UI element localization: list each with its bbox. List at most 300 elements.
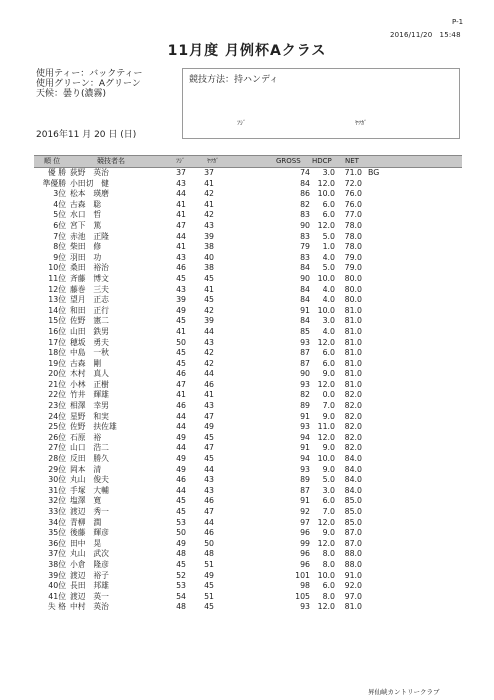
cell-fuji: 49 xyxy=(176,538,186,548)
cell-yatsu: 44 xyxy=(204,464,214,474)
cell-rank: 40位 xyxy=(48,581,66,591)
cell-hdcp: 3.0 xyxy=(322,168,335,177)
cell-hdcp: 12.0 xyxy=(317,220,335,230)
cell-gross: 79 xyxy=(300,242,310,252)
cell-name: 渡辺 秀一 xyxy=(70,507,109,516)
cell-net: 77.0 xyxy=(344,210,362,220)
cell-name: 岡本 清 xyxy=(70,464,102,474)
cell-name: 後藤 輝彦 xyxy=(70,528,109,538)
table-row xyxy=(34,179,462,190)
course-fuji-label: ﾌｼﾞ xyxy=(237,120,247,127)
cell-gross: 89 xyxy=(300,401,310,411)
cell-rank: 10位 xyxy=(48,263,66,273)
cell-net: 79.0 xyxy=(344,263,362,273)
cell-hdcp: 9.0 xyxy=(322,464,335,474)
cell-name: 木村 真人 xyxy=(70,369,109,379)
cell-gross: 94 xyxy=(300,454,310,464)
cell-yatsu: 40 xyxy=(204,252,214,262)
cell-name: 佐野 扶佐雄 xyxy=(70,422,117,432)
cell-net: 84.0 xyxy=(344,475,362,485)
cell-hdcp: 11.0 xyxy=(317,422,335,432)
green-condition: 使用グリーン：Aグリーン xyxy=(36,79,141,89)
table-row xyxy=(34,433,462,444)
table-row xyxy=(34,168,462,179)
cell-rank: 15位 xyxy=(48,316,66,326)
cell-gross: 83 xyxy=(300,231,310,241)
cell-fuji: 43 xyxy=(176,284,186,294)
cell-gross: 93 xyxy=(300,379,310,389)
cell-gross: 93 xyxy=(300,422,310,432)
cell-fuji: 44 xyxy=(176,189,186,199)
cell-name: 竹井 輝雄 xyxy=(70,390,109,400)
cell-net: 81.0 xyxy=(344,602,362,612)
cell-name: 山田 鉄男 xyxy=(70,326,109,336)
table-row xyxy=(34,274,462,285)
cell-net: 81.0 xyxy=(344,337,362,347)
cell-rank: 24位 xyxy=(48,411,66,421)
cell-rank: 21位 xyxy=(48,379,66,389)
competition-method: 競技方法：持ハンディ xyxy=(189,75,279,85)
table-row xyxy=(34,401,462,412)
table-row xyxy=(34,338,462,349)
cell-yatsu: 49 xyxy=(204,422,214,432)
cell-fuji: 46 xyxy=(176,263,186,273)
cell-gross: 98 xyxy=(300,581,310,591)
results-table-header xyxy=(34,155,462,168)
cell-hdcp: 12.0 xyxy=(317,178,335,188)
cell-fuji: 44 xyxy=(176,443,186,453)
cell-yatsu: 38 xyxy=(204,242,214,252)
cell-hdcp: 12.0 xyxy=(317,337,335,347)
table-row xyxy=(34,232,462,243)
cell-gross: 96 xyxy=(300,549,310,559)
cell-name: 桑田 裕治 xyxy=(70,263,109,273)
cell-net: 76.0 xyxy=(344,189,362,199)
cell-yatsu: 45 xyxy=(204,602,214,612)
cell-rank: 11位 xyxy=(48,273,66,283)
results-table-body xyxy=(34,168,462,613)
cell-rank: 39位 xyxy=(48,570,66,580)
cell-fuji: 53 xyxy=(176,581,186,591)
cell-hdcp: 10.0 xyxy=(317,570,335,580)
cell-net: 81.0 xyxy=(344,348,362,358)
cell-yatsu: 42 xyxy=(204,305,214,315)
cell-fuji: 48 xyxy=(176,602,186,612)
table-row xyxy=(34,327,462,338)
cell-fuji: 41 xyxy=(176,242,186,252)
cell-net: 82.0 xyxy=(344,432,362,442)
weather-condition: 天候：曇り(濃霧) xyxy=(36,89,107,99)
cell-name: 青柳 潤 xyxy=(70,517,102,527)
cell-gross: 90 xyxy=(300,220,310,230)
cell-rank: 13位 xyxy=(48,295,66,305)
cell-gross: 93 xyxy=(300,602,310,612)
cell-gross: 82 xyxy=(300,199,310,209)
cell-hdcp: 10.0 xyxy=(317,189,335,199)
cell-yatsu: 46 xyxy=(204,528,214,538)
cell-yatsu: 48 xyxy=(204,549,214,559)
cell-hdcp: 5.0 xyxy=(322,263,335,273)
cell-gross: 99 xyxy=(300,538,310,548)
header-fuji: ﾌｼﾞ xyxy=(176,158,186,165)
cell-net: 81.0 xyxy=(344,358,362,368)
cell-fuji: 41 xyxy=(176,326,186,336)
cell-yatsu: 43 xyxy=(204,337,214,347)
cell-yatsu: 39 xyxy=(204,316,214,326)
cell-net: 80.0 xyxy=(344,295,362,305)
cell-gross: 90 xyxy=(300,273,310,283)
cell-net: 92.0 xyxy=(344,581,362,591)
cell-hdcp: 9.0 xyxy=(322,528,335,538)
cell-yatsu: 47 xyxy=(204,411,214,421)
cell-net: 82.0 xyxy=(344,443,362,453)
cell-net: 82.0 xyxy=(344,422,362,432)
cell-name: 宮下 篤 xyxy=(70,220,102,230)
cell-rank: 19位 xyxy=(48,358,66,368)
cell-yatsu: 42 xyxy=(204,358,214,368)
cell-gross: 93 xyxy=(300,464,310,474)
cell-rank: 12位 xyxy=(48,284,66,294)
table-row xyxy=(34,443,462,454)
cell-rank: 18位 xyxy=(48,348,66,358)
cell-gross: 82 xyxy=(300,390,310,400)
cell-hdcp: 6.0 xyxy=(322,210,335,220)
cell-fuji: 43 xyxy=(176,178,186,188)
cell-fuji: 43 xyxy=(176,252,186,262)
cell-yatsu: 49 xyxy=(204,570,214,580)
cell-gross: 96 xyxy=(300,528,310,538)
cell-yatsu: 38 xyxy=(204,263,214,273)
cell-hdcp: 10.0 xyxy=(317,273,335,283)
cell-net: 87.0 xyxy=(344,528,362,538)
table-row xyxy=(34,592,462,603)
cell-net: 85.0 xyxy=(344,517,362,527)
cell-rank: 26位 xyxy=(48,432,66,442)
cell-fuji: 47 xyxy=(176,220,186,230)
cell-yatsu: 37 xyxy=(204,168,214,177)
course-yatsuga-label: ﾔﾂｶﾞ xyxy=(355,120,368,127)
print-timestamp: 2016/11/20 15:48 xyxy=(390,31,461,39)
cell-rank: 16位 xyxy=(48,326,66,336)
cell-fuji: 41 xyxy=(176,210,186,220)
cell-gross: 84 xyxy=(300,263,310,273)
cell-net: 87.0 xyxy=(344,538,362,548)
cell-yatsu: 41 xyxy=(204,199,214,209)
table-row xyxy=(34,571,462,582)
cell-net: 82.0 xyxy=(344,411,362,421)
cell-net: 81.0 xyxy=(344,305,362,315)
table-row xyxy=(34,316,462,327)
cell-gross: 89 xyxy=(300,475,310,485)
cell-gross: 84 xyxy=(300,178,310,188)
cell-rank: 41位 xyxy=(48,591,66,601)
cell-rank: 優 勝 xyxy=(47,168,66,177)
table-row xyxy=(34,560,462,571)
cell-rank: 5位 xyxy=(53,210,66,220)
table-row xyxy=(34,422,462,433)
cell-rank: 36位 xyxy=(48,538,66,548)
cell-yatsu: 45 xyxy=(204,273,214,283)
header-net: NET xyxy=(345,157,359,165)
cell-gross: 94 xyxy=(300,432,310,442)
cell-fuji: 41 xyxy=(176,390,186,400)
cell-name: 中村 英治 xyxy=(70,602,109,612)
cell-rank: 34位 xyxy=(48,517,66,527)
cell-name: 和田 正行 xyxy=(70,305,109,315)
event-date: 2016年11 月 20 日 (日) xyxy=(36,130,137,140)
cell-net: 97.0 xyxy=(344,591,362,601)
cell-name: 丸山 武次 xyxy=(70,549,109,559)
cell-rank: 17位 xyxy=(48,337,66,347)
cell-yatsu: 39 xyxy=(204,231,214,241)
cell-rank: 30位 xyxy=(48,475,66,485)
cell-rank: 22位 xyxy=(48,390,66,400)
cell-name: 星野 和実 xyxy=(70,411,109,421)
cell-yatsu: 44 xyxy=(204,369,214,379)
cell-yatsu: 45 xyxy=(204,581,214,591)
cell-name: 望月 正志 xyxy=(70,295,109,305)
cell-net: 71.0 xyxy=(344,168,362,177)
cell-name: 相澤 幸男 xyxy=(70,401,109,411)
tee-condition: 使用ティー：バックティー xyxy=(36,69,143,79)
cell-gross: 87 xyxy=(300,485,310,495)
cell-hdcp: 4.0 xyxy=(322,326,335,336)
cell-name: 穂坂 勇夫 xyxy=(70,337,109,347)
cell-hdcp: 9.0 xyxy=(322,443,335,453)
cell-hdcp: 3.0 xyxy=(322,485,335,495)
cell-gross: 74 xyxy=(300,168,310,177)
cell-hdcp: 10.0 xyxy=(317,454,335,464)
cell-name: 古森 聡 xyxy=(70,199,102,209)
cell-rank: 14位 xyxy=(48,305,66,315)
cell-gross: 84 xyxy=(300,316,310,326)
cell-hdcp: 9.0 xyxy=(322,411,335,421)
cell-net: 81.0 xyxy=(344,369,362,379)
cell-yatsu: 47 xyxy=(204,507,214,516)
cell-rank: 27位 xyxy=(48,443,66,453)
club-name: 昇仙峡カントリークラブ xyxy=(368,688,440,696)
cell-net: 80.0 xyxy=(344,273,362,283)
table-row xyxy=(34,221,462,232)
cell-hdcp: 12.0 xyxy=(317,538,335,548)
header-hdcp: HDCP xyxy=(312,157,332,165)
table-row xyxy=(34,348,462,359)
cell-yatsu: 43 xyxy=(204,485,214,495)
cell-net: 84.0 xyxy=(344,464,362,474)
cell-hdcp: 6.0 xyxy=(322,358,335,368)
table-row xyxy=(34,486,462,497)
table-row xyxy=(34,518,462,529)
cell-fuji: 49 xyxy=(176,432,186,442)
table-row xyxy=(34,359,462,370)
cell-yatsu: 44 xyxy=(204,517,214,527)
cell-fuji: 45 xyxy=(176,507,186,516)
cell-hdcp: 4.0 xyxy=(322,284,335,294)
cell-fuji: 44 xyxy=(176,231,186,241)
cell-gross: 97 xyxy=(300,517,310,527)
cell-gross: 91 xyxy=(300,305,310,315)
cell-fuji: 45 xyxy=(176,496,186,506)
cell-rank: 35位 xyxy=(48,528,66,538)
header-rank: 順 位 xyxy=(44,157,61,165)
cell-net: 80.0 xyxy=(344,284,362,294)
table-row xyxy=(34,539,462,550)
cell-name: 古森 剛 xyxy=(70,358,102,368)
cell-net: 84.0 xyxy=(344,454,362,464)
cell-rank: 37位 xyxy=(48,549,66,559)
cell-hdcp: 6.0 xyxy=(322,199,335,209)
cell-fuji: 50 xyxy=(176,337,186,347)
cell-fuji: 44 xyxy=(176,485,186,495)
cell-rank: 29位 xyxy=(48,464,66,474)
cell-name: 佐野 憲二 xyxy=(70,316,109,326)
cell-fuji: 39 xyxy=(176,295,186,305)
cell-hdcp: 6.0 xyxy=(322,496,335,506)
cell-name: 田中 晃 xyxy=(70,538,102,548)
cell-fuji: 50 xyxy=(176,528,186,538)
cell-rank: 9位 xyxy=(53,252,66,262)
cell-yatsu: 46 xyxy=(204,379,214,389)
cell-rank: 38位 xyxy=(48,559,66,569)
table-row xyxy=(34,295,462,306)
cell-name: 丸山 俊夫 xyxy=(70,475,109,485)
cell-net: 78.0 xyxy=(344,242,362,252)
cell-name: 山口 浩二 xyxy=(70,443,109,453)
cell-net: 85.0 xyxy=(344,507,362,516)
header-player-name: 競技者名 xyxy=(97,157,125,165)
cell-hdcp: 7.0 xyxy=(322,401,335,411)
cell-note: BG xyxy=(368,168,380,177)
table-row xyxy=(34,528,462,539)
table-row xyxy=(34,380,462,391)
cell-name: 柴田 修 xyxy=(70,242,102,252)
cell-rank: 3位 xyxy=(53,189,66,199)
cell-yatsu: 43 xyxy=(204,401,214,411)
cell-net: 76.0 xyxy=(344,199,362,209)
cell-hdcp: 8.0 xyxy=(322,549,335,559)
cell-gross: 105 xyxy=(295,591,310,601)
cell-name: 小林 正樹 xyxy=(70,379,109,389)
cell-rank: 28位 xyxy=(48,454,66,464)
cell-yatsu: 50 xyxy=(204,538,214,548)
table-row xyxy=(34,200,462,211)
cell-hdcp: 5.0 xyxy=(322,231,335,241)
cell-yatsu: 51 xyxy=(204,559,214,569)
cell-net: 84.0 xyxy=(344,485,362,495)
cell-yatsu: 44 xyxy=(204,326,214,336)
cell-hdcp: 7.0 xyxy=(322,507,335,516)
cell-yatsu: 41 xyxy=(204,284,214,294)
table-row xyxy=(34,549,462,560)
cell-gross: 96 xyxy=(300,559,310,569)
cell-net: 82.0 xyxy=(344,390,362,400)
table-row xyxy=(34,369,462,380)
cell-yatsu: 41 xyxy=(204,390,214,400)
cell-rank: 準優勝 xyxy=(42,178,66,188)
cell-gross: 91 xyxy=(300,411,310,421)
cell-yatsu: 45 xyxy=(204,295,214,305)
header-gross: GROSS xyxy=(276,157,301,165)
cell-yatsu: 42 xyxy=(204,189,214,199)
cell-gross: 91 xyxy=(300,443,310,453)
cell-net: 91.0 xyxy=(344,570,362,580)
cell-name: 羽田 功 xyxy=(70,252,102,262)
cell-hdcp: 3.0 xyxy=(322,316,335,326)
table-row xyxy=(34,475,462,486)
cell-hdcp: 1.0 xyxy=(322,242,335,252)
cell-name: 石原 裕 xyxy=(70,432,102,442)
cell-yatsu: 43 xyxy=(204,220,214,230)
cell-name: 長田 邦雄 xyxy=(70,581,109,591)
cell-rank: 33位 xyxy=(48,507,66,516)
cell-fuji: 46 xyxy=(176,401,186,411)
cell-hdcp: 8.0 xyxy=(322,559,335,569)
cell-name: 中島 一秋 xyxy=(70,348,109,358)
cell-net: 82.0 xyxy=(344,401,362,411)
cell-hdcp: 5.0 xyxy=(322,475,335,485)
header-yatsuga: ﾔﾂｶﾞ xyxy=(207,158,220,165)
cell-net: 88.0 xyxy=(344,559,362,569)
cell-net: 81.0 xyxy=(344,379,362,389)
cell-yatsu: 43 xyxy=(204,475,214,485)
cell-rank: 25位 xyxy=(48,422,66,432)
cell-rank: 6位 xyxy=(53,220,66,230)
cell-rank: 23位 xyxy=(48,401,66,411)
cell-rank: 4位 xyxy=(53,199,66,209)
table-row xyxy=(34,454,462,465)
cell-fuji: 45 xyxy=(176,316,186,326)
cell-name: 藤巻 三夫 xyxy=(70,284,109,294)
cell-name: 斉藤 博文 xyxy=(70,273,109,283)
cell-yatsu: 47 xyxy=(204,443,214,453)
cell-net: 88.0 xyxy=(344,549,362,559)
cell-net: 78.0 xyxy=(344,231,362,241)
table-row xyxy=(34,390,462,401)
cell-gross: 87 xyxy=(300,348,310,358)
cell-gross: 84 xyxy=(300,284,310,294)
page-number: P-1 xyxy=(452,18,464,26)
cell-name: 反田 勝久 xyxy=(70,454,109,464)
table-row xyxy=(34,253,462,264)
cell-gross: 85 xyxy=(300,326,310,336)
cell-fuji: 45 xyxy=(176,273,186,283)
cell-gross: 93 xyxy=(300,337,310,347)
table-row xyxy=(34,602,462,613)
cell-fuji: 49 xyxy=(176,454,186,464)
cell-name: 塩澤 寛 xyxy=(70,496,102,506)
cell-hdcp: 10.0 xyxy=(317,305,335,315)
cell-name: 小田切 健 xyxy=(70,178,109,188)
cell-fuji: 45 xyxy=(176,358,186,368)
cell-gross: 92 xyxy=(300,507,310,516)
cell-net: 78.0 xyxy=(344,220,362,230)
cell-hdcp: 4.0 xyxy=(322,252,335,262)
cell-fuji: 37 xyxy=(176,168,186,177)
cell-name: 松本 瑛磨 xyxy=(70,189,109,199)
cell-gross: 83 xyxy=(300,252,310,262)
cell-name: 荻野 英治 xyxy=(70,168,109,177)
cell-hdcp: 12.0 xyxy=(317,432,335,442)
cell-name: 手塚 大輔 xyxy=(70,485,109,495)
cell-net: 81.0 xyxy=(344,326,362,336)
table-row xyxy=(34,507,462,518)
page-title: 11月度 月例杯Aクラス xyxy=(167,43,327,59)
cell-net: 79.0 xyxy=(344,252,362,262)
cell-hdcp: 0.0 xyxy=(322,390,335,400)
cell-gross: 91 xyxy=(300,496,310,506)
cell-name: 渡辺 裕子 xyxy=(70,570,109,580)
cell-net: 72.0 xyxy=(344,178,362,188)
